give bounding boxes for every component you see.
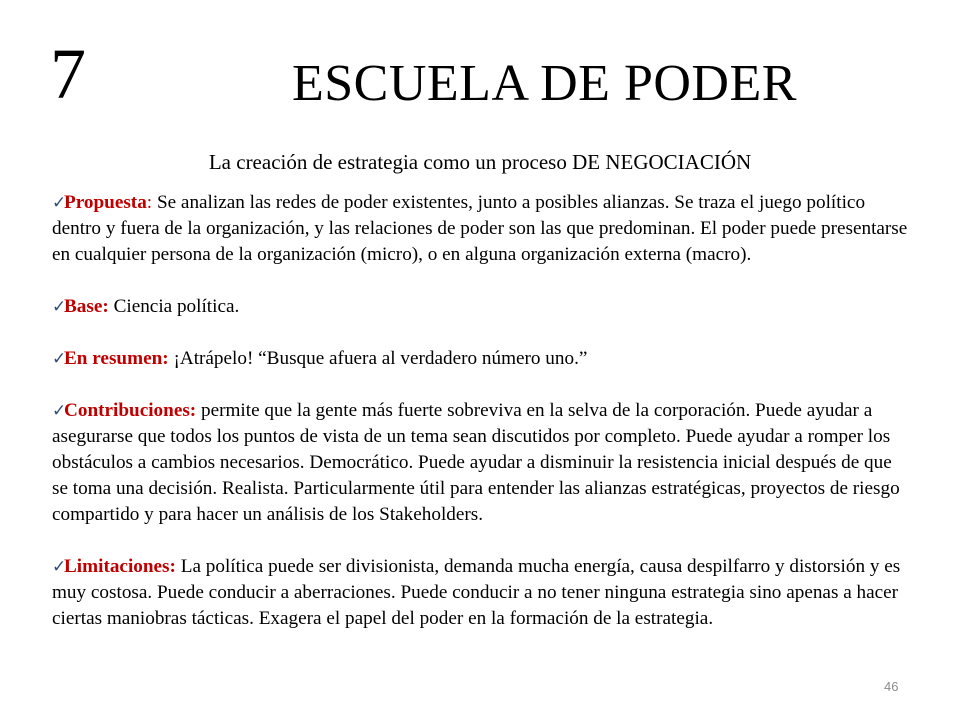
checkmark-icon: ✓ <box>52 193 67 212</box>
section-label: Base: <box>64 296 109 317</box>
section-text: permite que la gente más fuerte sobreviva en la selva de la corporación. Puede ayudar a asegurarse que todos los puntos de vista de un tema sean discutidos por completo. Puede ayudar a romper los obstáculos a cambios necesarios. Democrático. Puede ayudar a disminuir la resistencia inicial después de que se toma una decisión. Realista. Particularmente útil para entender las alianzas estratégicas, proyectos de riesgo compartido y para hacer un análisis de los Stakeholders. <box>52 400 900 525</box>
section-propuesta <box>52 190 912 268</box>
section-label: Contribuciones: <box>64 400 197 421</box>
slide-subtitle: La creación de estrategia como un proceso DE NEGOCIACIÓN <box>208 150 752 174</box>
section-label: En resumen: <box>64 348 169 369</box>
section-base <box>52 294 912 320</box>
content-body <box>52 190 912 632</box>
page-number: 46 <box>884 679 899 694</box>
section-limitaciones <box>52 554 912 632</box>
checkmark-icon: ✓ <box>52 401 67 420</box>
section-separator: : <box>146 192 157 213</box>
section-text: ¡Atrápelo! “Busque afuera al verdadero número uno.” <box>173 348 588 369</box>
section-contribuciones <box>52 398 912 528</box>
slide-title: ESCUELA DE PODER <box>292 55 797 112</box>
section-label: Propuesta <box>64 192 147 213</box>
checkmark-icon: ✓ <box>52 297 67 316</box>
section-text: Se analizan las redes de poder existentes, junto a posibles alianzas. Se traza el juego político dentro y fuera de la organización, y las relaciones de poder son las que predominan. El poder puede presentarse en cualquier persona de la organización (micro), o en alguna organización externa (macro). <box>52 192 908 265</box>
checkmark-icon: ✓ <box>52 557 67 576</box>
section-text: La política puede ser divisionista, demanda mucha energía, causa despilfarro y distorsión y es muy costosa. Puede conducir a aberraciones. Puede conducir a no tener ninguna estrategia sino apenas a hacer ciertas maniobras tácticas. Exagera el papel del poder en la formación de la estrategia. <box>52 556 901 629</box>
checkmark-icon: ✓ <box>52 349 67 368</box>
section-label: Limitaciones: <box>64 556 176 577</box>
section-resumen <box>52 346 912 372</box>
section-text: Ciencia política. <box>113 296 240 317</box>
slide-number: 7 <box>50 34 86 114</box>
